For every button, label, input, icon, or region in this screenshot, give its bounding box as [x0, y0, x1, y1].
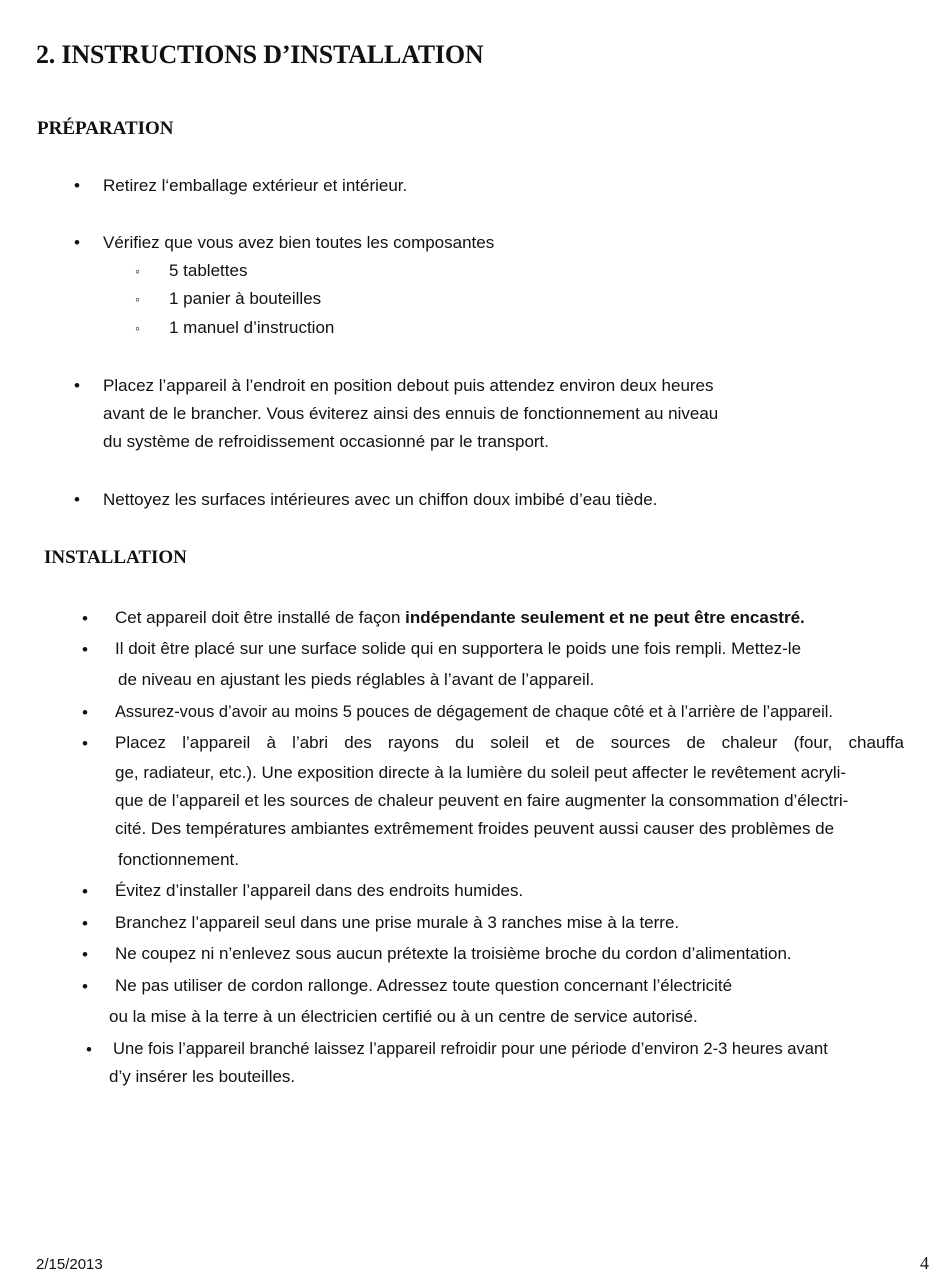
list-item-placement-line: Placez l’appareil à l’endroit en position debout puis attendez environ deux heures — [103, 376, 714, 395]
bullet-marker: • — [82, 977, 88, 996]
sub-bullet-marker: ◦ — [135, 291, 140, 307]
bullet-marker: • — [74, 233, 80, 252]
freestanding-text: Cet appareil doit être installé de façon — [115, 608, 406, 627]
section-heading-preparation: PRÉPARATION — [37, 118, 174, 139]
component-item: 1 panier à bouteilles — [169, 289, 322, 308]
bullet-marker: • — [82, 640, 88, 659]
bullet-marker: • — [82, 609, 88, 628]
bullet-marker: • — [82, 734, 88, 753]
list-item-surface-line: Il doit être placé sur une surface solide qui en supportera le poids une fois rempli. Mettez-le — [115, 639, 802, 658]
list-item-extension-line: Ne pas utiliser de cordon rallonge. Adressez toute question concernant l’électricité — [115, 976, 733, 995]
list-item-freestanding — [115, 607, 805, 629]
page-title: 2. INSTRUCTIONS D’INSTALLATION — [36, 40, 484, 69]
list-item-check-components: Vérifiez que vous avez bien toutes les composantes — [103, 233, 495, 252]
freestanding-emphasis: indépendante seulement et ne peut être encastré. — [405, 608, 805, 627]
list-item-extension-line: ou la mise à la terre à un électricien certifié ou à un centre de service autorisé. — [109, 1007, 698, 1026]
bullet-marker: • — [82, 914, 88, 933]
section-heading-installation: INSTALLATION — [44, 547, 187, 568]
component-item: 5 tablettes — [169, 261, 248, 280]
list-item-sunlight-line: ge, radiateur, etc.). Une exposition directe à la lumière du soleil peut affecter le revêtement acryli- — [115, 763, 847, 782]
list-item-cleaning: Nettoyez les surfaces intérieures avec un chiffon doux imbibé d’eau tiède. — [103, 490, 658, 509]
list-item-outlet: Branchez l’appareil seul dans une prise murale à 3 ranches mise à la terre. — [115, 913, 680, 932]
bullet-marker: • — [74, 376, 80, 395]
list-item-clearance: Assurez-vous d’avoir au moins 5 pouces de dégagement de chaque côté et à l’arrière de l’appareil. — [115, 703, 833, 721]
list-item-ground-prong: Ne coupez ni n’enlevez sous aucun prétexte la troisième broche du cordon d’alimentation. — [115, 944, 792, 963]
bullet-marker: • — [82, 945, 88, 964]
sub-bullet-marker: ◦ — [135, 320, 140, 336]
bullet-marker: • — [82, 703, 88, 722]
bullet-marker: • — [74, 176, 80, 195]
bullet-marker: • — [82, 882, 88, 901]
list-item-sunlight-line: Placez l’appareil à l’abri des rayons du soleil et de sources de chaleur (four, chauffa — [115, 733, 904, 752]
list-item-remove-packaging: Retirez l‘emballage extérieur et intérieur. — [103, 176, 408, 195]
component-item: 1 manuel d’instruction — [169, 318, 335, 337]
list-item-sunlight-line: fonctionnement. — [118, 850, 239, 869]
sub-bullet-marker: ◦ — [135, 263, 140, 279]
bullet-marker: • — [74, 490, 80, 509]
list-item-sunlight-line: que de l’appareil et les sources de chaleur peuvent en faire augmenter la consommation d’électri- — [115, 791, 849, 810]
list-item-sunlight-line: cité. Des températures ambiantes extrêmement froides peuvent aussi causer des problèmes de — [115, 819, 835, 838]
list-item-placement-line: du système de refroidissement occasionné par le transport. — [103, 432, 550, 451]
footer-date: 2/15/2013 — [36, 1256, 103, 1273]
list-item-placement-line: avant de le brancher. Vous éviterez ainsi des ennuis de fonctionnement au niveau — [103, 404, 719, 423]
list-item-cooldown-line: Une fois l’appareil branché laissez l’appareil refroidir pour une période d’environ 2-3 heures avant — [113, 1039, 828, 1058]
list-item-humidity: Évitez d’installer l’appareil dans des endroits humides. — [115, 881, 524, 900]
bullet-marker: • — [86, 1040, 92, 1059]
list-item-cooldown-line: d’y insérer les bouteilles. — [109, 1067, 296, 1086]
page-number: 4 — [920, 1253, 929, 1273]
list-item-surface-line: de niveau en ajustant les pieds réglables à l’avant de l’appareil. — [118, 670, 595, 689]
